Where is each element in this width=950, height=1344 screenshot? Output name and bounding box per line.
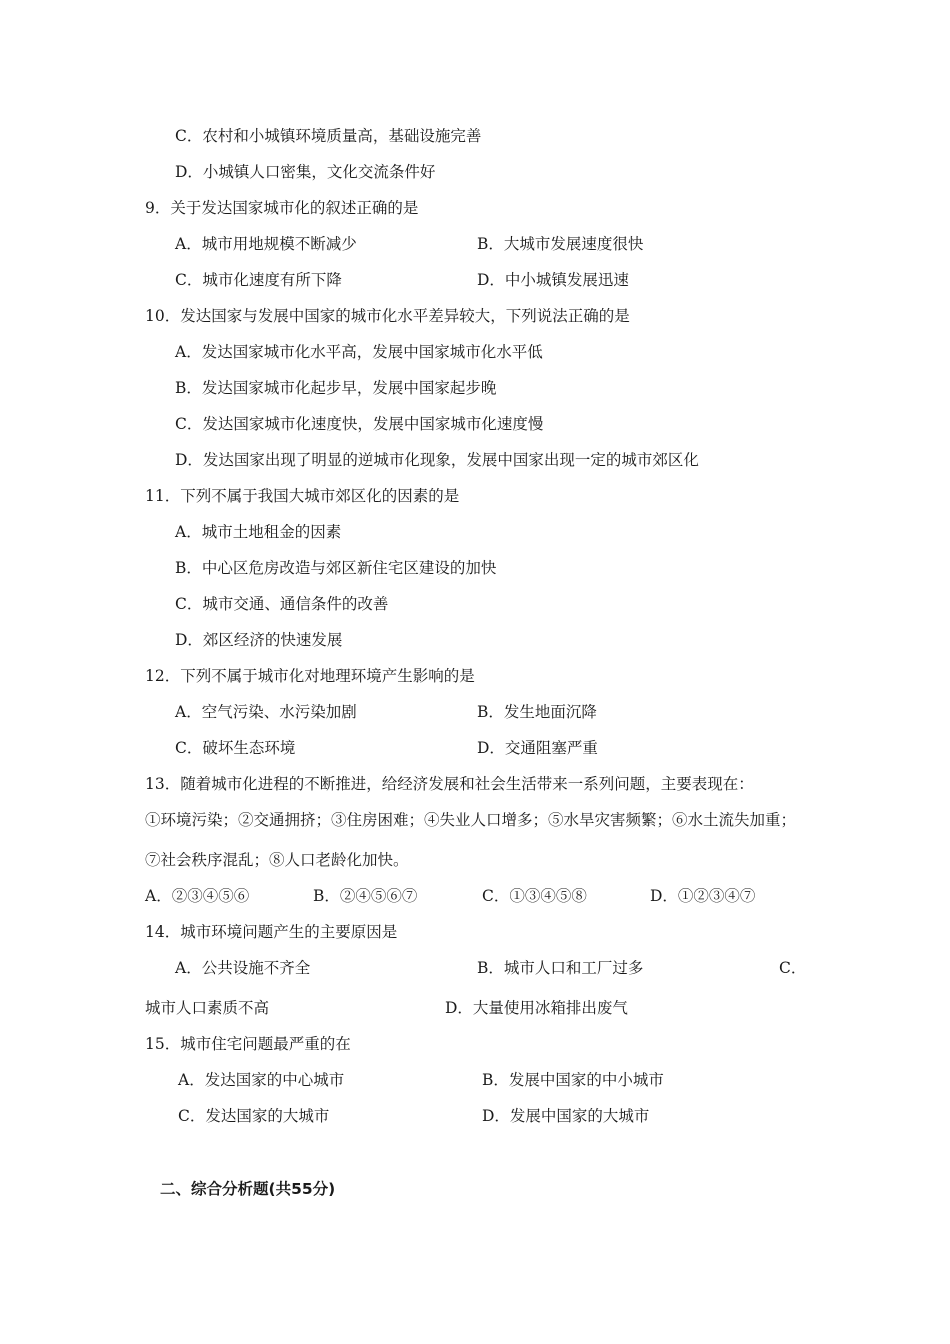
question-11-option-d: D．郊区经济的快速发展 xyxy=(175,631,343,649)
question-13-items-line-2: ⑦社会秩序混乱；⑧人口老龄化加快。 xyxy=(145,851,409,869)
question-15-stem: 15．城市住宅问题最严重的在 xyxy=(145,1035,351,1053)
question-11-option-c: C．城市交通、通信条件的改善 xyxy=(175,595,389,613)
question-10-option-c: C．发达国家城市化速度快，发展中国家城市化速度慢 xyxy=(175,415,544,433)
question-9-option-d: D．中小城镇发展迅速 xyxy=(477,271,629,289)
question-15-option-d: D．发展中国家的大城市 xyxy=(482,1107,650,1125)
question-10-option-d: D．发达国家出现了明显的逆城市化现象，发展中国家出现一定的城市郊区化 xyxy=(175,451,699,469)
question-10-option-b: B．发达国家城市化起步早，发展中国家起步晚 xyxy=(175,379,497,397)
question-12-option-d: D．交通阻塞严重 xyxy=(477,739,598,757)
question-15-option-c: C．发达国家的大城市 xyxy=(178,1107,330,1125)
question-15-option-a: A．发达国家的中心城市 xyxy=(178,1071,345,1089)
question-15-option-b: B．发展中国家的中小城市 xyxy=(482,1071,664,1089)
section-2-heading: 二、综合分析题(共55分) xyxy=(160,1180,336,1198)
question-13-items-line-1: ①环境污染；②交通拥挤；③住房困难；④失业人口增多；⑤水旱灾害频繁；⑥水土流失加重； xyxy=(145,811,797,829)
question-8-option-c: C．农村和小城镇环境质量高，基础设施完善 xyxy=(175,127,482,145)
question-13-option-c: C．①③④⑤⑧ xyxy=(482,887,587,905)
question-13-option-a: A．②③④⑤⑥ xyxy=(145,887,250,905)
question-9-stem: 9．关于发达国家城市化的叙述正确的是 xyxy=(145,199,419,217)
question-14-option-d: D．大量使用冰箱排出废气 xyxy=(445,999,628,1017)
question-10-stem: 10．发达国家与发展中国家的城市化水平差异较大，下列说法正确的是 xyxy=(145,307,630,325)
question-10-option-a: A．发达国家城市化水平高，发展中国家城市化水平低 xyxy=(175,343,543,361)
question-11-stem: 11．下列不属于我国大城市郊区化的因素的是 xyxy=(145,487,460,505)
question-14-option-c-label: C． xyxy=(779,959,807,977)
question-14-option-a: A．公共设施不齐全 xyxy=(175,959,311,977)
question-13-option-b: B．②④⑤⑥⑦ xyxy=(313,887,418,905)
question-14-option-b: B．城市人口和工厂过多 xyxy=(477,959,644,977)
question-8-option-d: D．小城镇人口密集，文化交流条件好 xyxy=(175,163,436,181)
question-12-option-b: B．发生地面沉降 xyxy=(477,703,597,721)
question-9-option-b: B．大城市发展速度很快 xyxy=(477,235,644,253)
question-14-option-c-text: 城市人口素质不高 xyxy=(145,999,270,1017)
question-11-option-b: B．中心区危房改造与郊区新住宅区建设的加快 xyxy=(175,559,497,577)
question-13-option-d: D．①②③④⑦ xyxy=(650,887,756,905)
question-9-option-a: A．城市用地规模不断减少 xyxy=(175,235,357,253)
question-12-option-a: A．空气污染、水污染加剧 xyxy=(175,703,357,721)
question-13-stem: 13．随着城市化进程的不断推进，给经济发展和社会生活带来一系列问题，主要表现在： xyxy=(145,775,754,793)
question-12-option-c: C．破坏生态环境 xyxy=(175,739,296,757)
question-12-stem: 12．下列不属于城市化对地理环境产生影响的是 xyxy=(145,667,475,685)
question-9-option-c: C．城市化速度有所下降 xyxy=(175,271,342,289)
question-11-option-a: A．城市土地租金的因素 xyxy=(175,523,342,541)
question-14-stem: 14．城市环境问题产生的主要原因是 xyxy=(145,923,398,941)
